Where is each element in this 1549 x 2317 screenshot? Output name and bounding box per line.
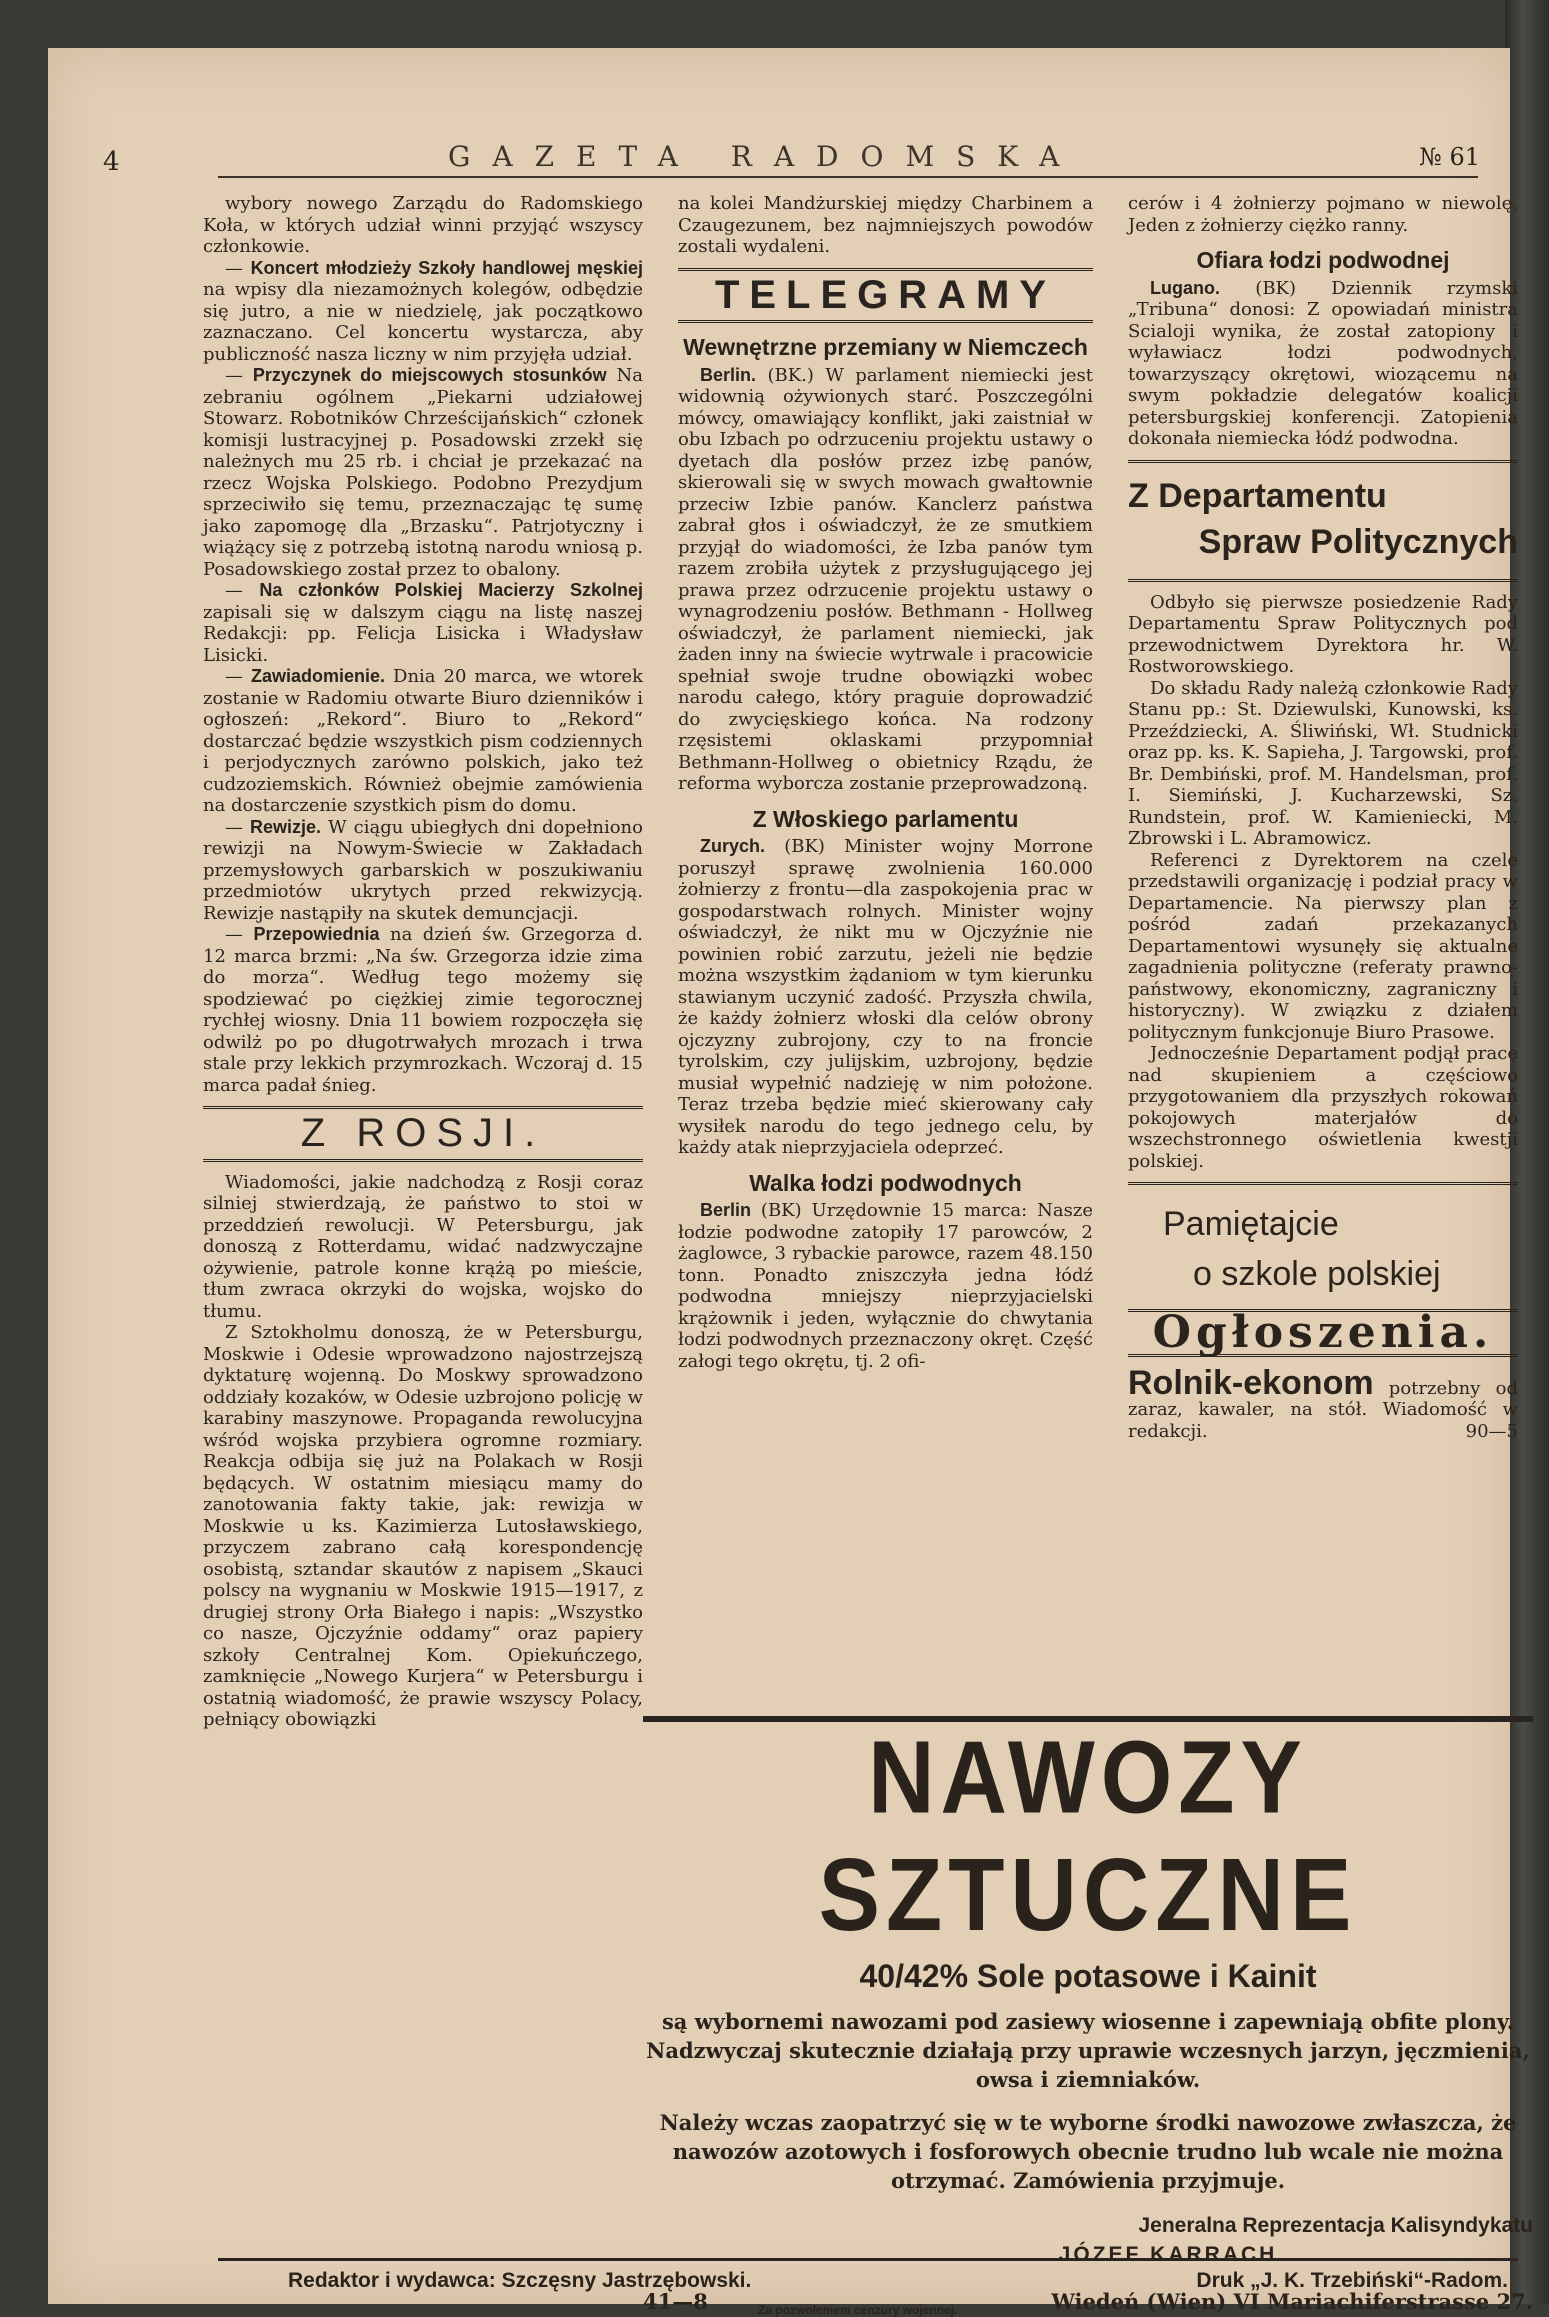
article-heading: Z Włoskiego parlamentu	[752, 805, 1019, 832]
editor-line: Redaktor i wydawca: Szczęsny Jastrzębowski.	[288, 2269, 752, 2292]
article-text: wybory nowego Zarządu do Radomskiego Koła, w których udział winni przyjąć wszyscy członkowie.	[203, 193, 643, 257]
section-heading-telegramy: TELEGRAMY	[714, 272, 1057, 317]
section-heading-departament: Z Departamentu Spraw Politycznych	[1128, 476, 1518, 561]
censor-line: Za pozwoleniem cenzury wojennej.	[758, 2303, 958, 2317]
ad-footer: 41—8 Wiedeń (Wien) VI Mariachiferstrasse 27.	[643, 2289, 1533, 2314]
divider	[678, 320, 1093, 323]
article-text: Jednocześnie Departament podjął pracę nad skupieniem a częściowo przygotowaniem dla przyszłych rokowań pokojowych materjałów do wszechstronnego oświetlenia kwestji polskiej.	[1128, 1043, 1518, 1172]
news-item-heading: Zawiadomienie.	[250, 666, 386, 686]
ad-subtitle: 40/42% Sole potasowe i Kainit	[859, 1958, 1317, 1994]
reminder-box: Pamiętajcie o szkole polskiej	[1163, 1205, 1441, 1293]
column-2	[678, 193, 1093, 1372]
divider	[203, 1106, 643, 1109]
news-item: — Koncert młodzieży Szkoły handlowej męskiej na wpisy dla niezamożnych kolegów, odbędzie się jutro, a nie w niedzielę, jak początkowo zaznaczano. Cel koncertu wystarcza, aby publiczność nasza liczny w nim przyjęła udział.	[203, 257, 643, 365]
article-text: Wiadomości, jakie nadchodzą z Rosji coraz silniej stwierdzają, że państwo to stoi w przeddzień rewolucji. W Petersburgu, jak donoszą z Rotterdamu, widać nadzwyczajne ożywienie, patrole konne krążą po mieście, tłum zwraca okrzyki do wojska, wojsko do tłumu.	[203, 1171, 643, 1322]
article-text: Referenci z Dyrektorem na czele przedstawili organizację i podział pracy w Departamencie. Na pierwszy plan z pośród zadań przekazanych Departamentowi wysunęły się aktualne zagadnienia polityczne (referaty prawno-państwowy, ekonomiczny, zagraniczny i historyczny). W związku z działem politycznym funkcjonuje Biuro Prasowe.	[1128, 849, 1518, 1043]
news-item: — Rewizje. W ciągu ubiegłych dni dopełniono rewizji na Nowym-Świecie w Zakładach przemysłowych garbarskich w poszukiwaniu przedmiotów ukrytych przed rekwizycją. Rewizje nastąpiły na skutek demuncjacji.	[203, 816, 643, 924]
masthead: GAZETA RADOMSKA	[448, 140, 1082, 173]
newspaper-page	[48, 48, 1533, 2317]
column-3	[1128, 193, 1518, 1442]
divider	[203, 1159, 643, 1162]
news-item-heading: Rewizje.	[250, 816, 322, 837]
ads-heading: Ogłoszenia.	[1152, 1307, 1494, 1358]
article-text: Berlin (BK) Urzędownie 15 marca: Nasze łodzie podwodne zatopiły 17 parowców, 2 żaglowce, 3 rybackie parowce, razem 48.150 tonn. Ponadto zniszczyła jedna łódź podwodna mniejszy nieprzyjacielski krążownik i jeden, wyłącznie do chwytania łodzi podwodnych przeznaczony okręt. Część załogi tego okrętu, tj. 2 ofi-	[678, 1200, 1093, 1372]
article-heading: Ofiara łodzi podwodnej	[1196, 247, 1450, 273]
news-item-heading: Przepowiednia	[253, 924, 380, 944]
news-item: — Na członków Polskiej Macierzy Szkolnej zapisali się w dalszym ciągu na listę naszej Redakcji: pp. Felicja Lisicka i Władysław Lisicki.	[203, 580, 643, 666]
divider	[1128, 579, 1518, 582]
divider	[1128, 1182, 1518, 1185]
classified-ad: Rolnik-ekonom potrzebny od zaraz, kawaler, na stół. Wiadomość w redakcji. 90—5	[1128, 1363, 1518, 1442]
issue-number: № 61	[1419, 143, 1480, 171]
article-text: na kolei Mandżurskiej między Charbinem a Czaugezunem, bez najmniejszych powodów zostali wydaleni.	[678, 193, 1093, 257]
article-text: Odbyło się pierwsze posiedzenie Rady Departamentu Spraw Politycznych pod przewodnictwem Dyrektora hr. W. Rostworowskiego.	[1128, 591, 1518, 677]
article-text: Do składu Rady należą członkowie Rady Stanu pp.: St. Dziewulski, Kunowski, ks. Przeździecki, A. Śliwiński, Wł. Studnicki oraz pp. ks. K. Sapieha, J. Targowski, prof. Br. Dembiński, prof. M. Handelsman, prof. I. Siemiński, J. Kucharzewski, Sz. Rundstein, prof. W. Kamieniecki, M. Zbrowski i L. Abramowicz.	[1128, 677, 1518, 849]
article-text: Zurych. (BK) Minister wojny Morrone poruszył sprawę zwolnienia 160.000 żołnierzy z frontu—dla zaspokojenia prac w gospodarstwach rolnych. Minister wojny oświadczył, że nikt mu w Ojczyźnie nie powinien robić zarzutu, jeżeli nie będzie można wszystkim żądaniom w tym kierunku stawianym uczynić zadość. Przyszła chwila, że każdy żołnierz włoski dla celów obrony ojczyzny zubrojony, czy to na froncie tyrolskim, czy julijskim, uzbrojony, będzie musiał wypełnić nadzieję w nim położone. Teraz trzeba będzie mieć skierowany cały wysiłek narodu do tego jednego celu, by każdy atak nieprzyjaciela odeprzeć.	[678, 836, 1093, 1158]
page-number: 4	[103, 147, 120, 177]
news-item-heading: Przyczynek do miejscowych stosunków	[252, 365, 607, 385]
column-1	[203, 193, 643, 1731]
article-text: Z Sztokholmu donoszą, że w Petersburgu, Moskwie i Odesie wprowadzono najostrzejszą dyktaturę wojenną. Do Moskwy sprowadzono oddziały kozaków, w Odesie uzbrojono policję w karabiny maszynowe. Propaganda rewolucyjna wśród wojska przybiera ogromne rozmiary. Reakcja odbija się już na Polakach w Rosji będących. W ostatnim miesiącu mamy do zanotowania fakty takie, jak: rewizja w Moskwie u ks. Kazimierza Lutosławskiego, przyczem zabrano całą korespondencję osobistą, sztandar skautów z napisem „Skauci polscy na wygnaniu w Moskwie 1915—1917, z drugiej strony Orła Białego i napis: „Wszystko co nasze, Ojczyźnie oddamy“ oraz papiery szkoły Centralnej Kom. Opiekuńczego, zamknięcie „Nowego Kurjera“ w Petersburgu i ostatnią wiadomość, że prawie wszyscy Polacy, pełniący obowiązki	[203, 1322, 643, 1730]
article-heading: Walka łodzi podwodnych	[749, 1169, 1022, 1196]
news-item: — Zawiadomienie. Dnia 20 marca, we wtorek zostanie w Radomiu otwarte Biuro dzienników i ogłoszeń: „Rekord“. Biuro to „Rekord“ dostarczać będzie wszystkich pism codziennych i perjodycznych zarówno polskich, jako też cudzoziemskich. Również obejmie zamówienia na dostarczenie szystkich pism do domu.	[203, 666, 643, 816]
article-text: Lugano. (BK) Dziennik rzymski „Tribuna“ donosi: Z opowiadań ministra Scialoji wynika, że został zatopiony i wyławiacz łodzi podwodnych, towarzyszący okrętowi, wiozącemu na swym pokładzie delegatów koalicji petersburgskiej konferencji. Zatopienia dokonała niemiecka łódź podwodna.	[1128, 277, 1518, 449]
ad-text: Należy wczas zaopatrzyć się w te wyborne środki nawozowe zwłaszcza, że nawozów azotowych i fosforowych obecnie trudno lub wcale nie można otrzymać. Zamówienia przyjmuje.	[659, 2110, 1517, 2193]
news-item-heading: Na członków Polskiej Macierzy Szkolnej	[259, 580, 643, 600]
section-heading-rosja: Z ROSJI.	[300, 1111, 546, 1155]
divider	[1128, 460, 1518, 463]
article-text: cerów i 4 żołnierzy pojmano w niewolę. Jeden z żołnierzy ciężko ranny.	[1128, 193, 1518, 236]
printer-line: Druk „J. K. Trzebiński“-Radom.	[1196, 2269, 1508, 2292]
ad-company: Jeneralna Reprezentacja Kalisyndykatu	[1138, 2214, 1533, 2237]
ad-person: JÓZEF KARRACH	[1058, 2243, 1278, 2266]
divider	[678, 268, 1093, 271]
ad-text: są wybornemi nawozami pod zasiewy wiosenne i zapewniają obfite plony. Nadzwyczaj skutecznie działają przy uprawie wczesnych jarzyn, jęczmienia, owsa i ziemniaków.	[646, 2009, 1530, 2092]
article-heading: Wewnętrzne przemiany w Niemczech	[683, 334, 1088, 360]
news-item: — Przepowiednia na dzień św. Grzegorza d. 12 marca brzmi: „Na św. Grzegorza idzie zima do morza“. Według tego możemy się spodziewać po ciężkiej zimie tegorocznej rychłej wiosny. Dnia 11 bowiem rozpoczęła się odwilż po po długotrwałych mrozach i trwa stale przy lekkich przymrozkach. Wczoraj d. 15 marca padał śnieg.	[203, 924, 643, 1096]
news-item-heading: Koncert młodzieży Szkoły handlowej męskiej	[250, 257, 643, 278]
ad-title: NAWOZY SZTUCZNE	[818, 1720, 1358, 1953]
news-item: — Przyczynek do miejscowych stosunków Na zebraniu ogólnem „Piekarni udziałowej Stowarz. Robotników Chrześcijańskich“ członek komisji lustracyjnej p. Posadowski zrzekł się należnych mu 25 rb. i chciał je przekazać na rzecz Wojska Polskiego. Podobno Prezydjum sprzeciwiło się temu, przeznaczając tę sumę jako zapomogę dla „Brzasku“. Patrjotyczny i wiążący się z potrzebą istotną narodu wniosą p. Posadowskiego został przez to obalony.	[203, 365, 643, 580]
article-text: Berlin. (BK.) W parlament niemiecki jest widownią ożywionych starć. Poszczególni mówcy, omawiający konflikt, jaki zaistniał w obu Izbach po odrzuceniu projektu ustawy o dyetach dla posłów przez izbę panów, skierowali się w swych mowach gwałtownie przeciw Izbie panów. Kanclerz państwa zabrał głos i oświadczył, że ze smutkiem przyjął do wiadomości, że Izba panów tym razem zrobiła użytek z przysługującego jej prawa przez odrzucenie projektu ustawy o wynagrodzeniu posłów. Bethmann - Hollweg oświadczył, że parlament niemiecki, jak żaden inny na świecie wytrwale i pracowicie spełniał swoje trudne obowiązki wobec narodu całego, który praguie doprowadzić do zwycięskiego końca. Na rodzony rzęsistemi oklaskami przypomniał Bethmann-Hollweg o obietnicy Rządu, że reforma wyborcza zostanie przeprowadzoną.	[678, 364, 1093, 794]
